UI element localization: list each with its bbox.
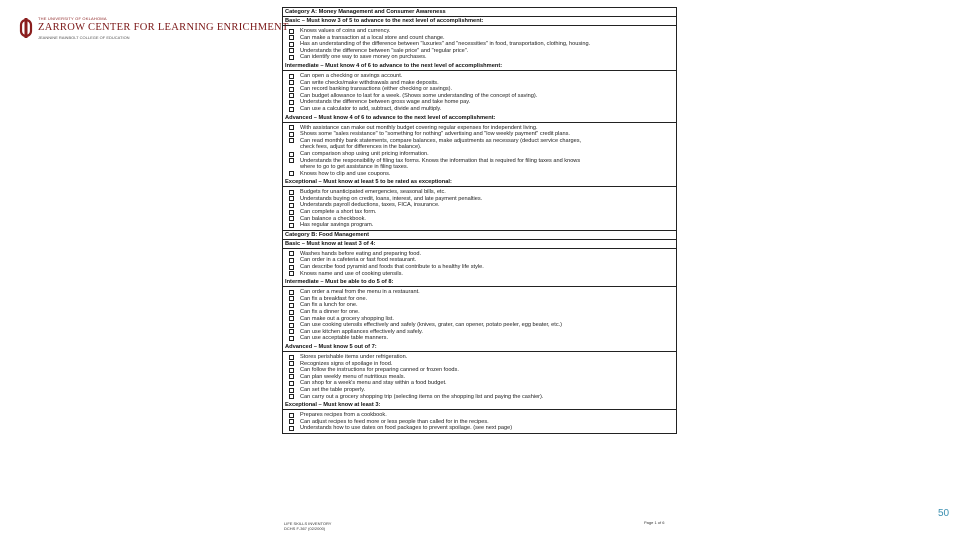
checkbox[interactable] (289, 251, 294, 256)
skill-text: Can record banking transactions (either checking or savings). (300, 86, 453, 93)
skill-text: With assistance can make out monthly budget covering regular expenses for independent living. (300, 124, 538, 131)
checkbox[interactable] (289, 107, 294, 112)
skill-item (283, 394, 676, 401)
level-heading: Advanced – Must know 4 of 6 to advance to the next level of accomplishment: (283, 114, 676, 123)
skill-text: Shows some "sales resistance" to "something for nothing" advertising and "low weekly payment" credit plans. (300, 131, 570, 138)
skill-text: Understands the difference between gross wage and take home pay. (300, 99, 471, 106)
checkbox[interactable] (289, 329, 294, 334)
checkbox[interactable] (289, 394, 294, 399)
skill-item (283, 419, 676, 426)
skill-item (283, 329, 676, 336)
checkbox[interactable] (289, 368, 294, 373)
skill-text: Can adjust recipes to feed more or less people than called for in the recipes. (300, 418, 489, 425)
skill-item (283, 387, 676, 394)
checkbox[interactable] (289, 87, 294, 92)
category-title: Category A: Money Management and Consumer Awareness (283, 8, 676, 17)
skill-text: Can budget allowance to last for a week. (Shows some understanding of the concept of saving). (300, 92, 538, 99)
checkbox[interactable] (289, 271, 294, 276)
skill-item (283, 316, 676, 323)
skill-item (283, 257, 676, 264)
skill-item (283, 80, 676, 87)
checkbox[interactable] (289, 203, 294, 208)
skill-item (283, 189, 676, 196)
skill-item (283, 151, 676, 158)
checkbox[interactable] (289, 336, 294, 341)
checkbox[interactable] (289, 265, 294, 270)
skill-text: Can set the table properly. (300, 386, 366, 393)
skill-text: Can use cooking utensils effectively and safely (knives, grater, can opener, potato peeler, egg beater, etc.) (300, 322, 563, 329)
checkbox[interactable] (289, 42, 294, 47)
skill-text: Can complete a short tax form. (300, 209, 377, 216)
checkbox[interactable] (289, 93, 294, 98)
checkbox[interactable] (289, 171, 294, 176)
logo-university-line: THE UNIVERSITY OF OKLAHOMA (38, 16, 107, 21)
skill-item (283, 106, 676, 113)
skill-list (283, 187, 676, 230)
checkbox[interactable] (289, 323, 294, 328)
checkbox[interactable] (289, 413, 294, 418)
skill-item (283, 209, 676, 216)
checkbox[interactable] (289, 361, 294, 366)
checkbox[interactable] (289, 158, 294, 163)
skill-item (283, 99, 676, 106)
skill-item (283, 41, 676, 48)
logo-college-line: JEANNINE RAINBOLT COLLEGE OF EDUCATION (38, 35, 130, 40)
skill-item (283, 28, 676, 35)
skill-text: Knows values of coins and currency. (300, 28, 391, 34)
skill-list (283, 352, 676, 401)
skill-item (283, 73, 676, 80)
skill-text: Can describe food pyramid and foods that contribute to a healthy life style. (300, 264, 484, 271)
checkbox[interactable] (289, 258, 294, 263)
skill-text: Knows how to clip and use coupons. (300, 170, 391, 177)
skill-text: Has regular savings program. (300, 222, 374, 229)
checkbox[interactable] (289, 419, 294, 424)
skill-text: Can read monthly bank statements, compare balances, make adjustments as necessary (deduct service charges, check fees, adjust for differences in the balance). (300, 137, 582, 151)
skill-item (283, 309, 676, 316)
checkbox[interactable] (289, 290, 294, 295)
skill-text: Understands the responsibility of filing tax forms. Knows the information that is required for filing taxes and knows where to go to get assistance in filing taxes. (300, 157, 581, 171)
skill-item (283, 86, 676, 93)
skill-text: Recognizes signs of spoilage in food. (300, 360, 393, 367)
skill-item (283, 335, 676, 342)
skill-item (283, 222, 676, 229)
skill-list (283, 26, 676, 62)
checkbox[interactable] (289, 190, 294, 195)
level-heading: Advanced – Must know 5 out of 7: (283, 343, 676, 352)
skill-text: Can shop for a week's menu and stay within a food budget. (300, 380, 447, 387)
footer-form-title: LIFE SKILLS INVENTORY (284, 521, 332, 526)
skill-list (283, 287, 676, 343)
skill-item (283, 35, 676, 42)
checkbox[interactable] (289, 125, 294, 130)
skill-text: Can fix a lunch for one. (300, 302, 358, 309)
skill-text: Can make out a grocery shopping list. (300, 315, 394, 322)
checkbox[interactable] (289, 426, 294, 431)
skill-text: Can follow the instructions for preparing canned or frozen foods. (300, 367, 459, 374)
checkbox[interactable] (289, 381, 294, 386)
skill-text: Stores perishable items under refrigeration. (300, 353, 408, 360)
checkbox[interactable] (289, 310, 294, 315)
skill-item (283, 131, 676, 138)
slide-number: 50 (938, 508, 950, 519)
skill-item (283, 322, 676, 329)
skill-text: Can plan weekly menu of nutritious meals. (300, 373, 406, 380)
skill-text: Can fix a breakfast for one. (300, 295, 368, 302)
skill-text: Can carry out a grocery shopping trip (selecting items on the shopping list and paying the cashier). (300, 393, 544, 400)
skill-text: Understands payroll deductions, taxes, FICA, insurance. (300, 202, 440, 209)
skill-text: Can open a checking or savings account. (300, 72, 403, 79)
checkbox[interactable] (289, 100, 294, 105)
checkbox[interactable] (289, 388, 294, 393)
checkbox[interactable] (289, 138, 294, 143)
skill-text: Understands buying on credit, loans, interest, and late payment penalties. (300, 195, 483, 202)
skill-item (283, 425, 676, 432)
skill-text: Knows name and use of cooking utensils. (300, 270, 403, 277)
page-indicator: Page 1 of 6 (644, 520, 665, 525)
skill-item (283, 271, 676, 278)
skill-item (283, 196, 676, 203)
skill-list (283, 71, 676, 114)
checkbox[interactable] (289, 35, 294, 40)
skill-item (283, 264, 676, 271)
skill-list (283, 249, 676, 278)
skill-text: Can fix a dinner for one. (300, 309, 360, 315)
skill-item (283, 125, 676, 132)
skill-list (283, 123, 676, 179)
skill-item (283, 289, 676, 296)
checkbox[interactable] (289, 196, 294, 201)
skill-text: Budgets for unanticipated emergencies, seasonal bills, etc. (300, 189, 446, 196)
level-heading: Exceptional – Must know at least 3: (283, 401, 676, 410)
skill-item (283, 158, 676, 171)
skill-text: Washes hands before eating and preparing food. (300, 250, 422, 257)
checkbox[interactable] (289, 132, 294, 137)
checkbox[interactable] (289, 55, 294, 60)
checkbox[interactable] (289, 216, 294, 221)
skill-item (283, 48, 676, 55)
skill-text: Has an understanding of the difference between "luxuries" and "necessities" in food, transportation, clothing, housing. (300, 41, 591, 48)
skill-text: Understands how to use dates on food packages to prevent spoilage. (see next page) (300, 425, 513, 432)
checkbox[interactable] (289, 210, 294, 215)
skill-text: Prepares recipes from a cookbook. (300, 412, 387, 419)
skill-text: Can order a meal from the menu in a restaurant. (300, 289, 420, 296)
skill-text: Can balance a checkbook. (300, 215, 366, 222)
skill-text: Can order in a cafeteria or fast food restaurant. (300, 257, 417, 264)
logo-center-name: ZARROW CENTER FOR LEARNING ENRICHMENT (38, 22, 289, 33)
footer-form-number: DCHS F-367 (02/2000) (284, 526, 326, 531)
category-section (282, 7, 677, 230)
checkbox[interactable] (289, 316, 294, 321)
category-title: Category B: Food Management (283, 231, 676, 240)
checkbox[interactable] (289, 152, 294, 157)
checkbox[interactable] (289, 74, 294, 79)
checkbox[interactable] (289, 48, 294, 53)
skill-item (283, 138, 676, 151)
level-heading: Basic – Must know at least 3 of 4: (283, 240, 676, 249)
skill-item (283, 202, 676, 209)
skill-item (283, 93, 676, 100)
checkbox[interactable] (289, 223, 294, 228)
skill-item (283, 412, 676, 419)
skill-item (283, 302, 676, 309)
skill-item (283, 251, 676, 258)
checkbox[interactable] (289, 296, 294, 301)
skill-item (283, 380, 676, 387)
level-heading: Intermediate – Must be able to do 5 of 8: (283, 278, 676, 287)
zarrow-center-logo (18, 16, 289, 42)
skill-item (283, 216, 676, 223)
skill-item (283, 171, 676, 178)
level-heading: Basic – Must know 3 of 5 to advance to the next level of accomplishment: (283, 17, 676, 26)
checkbox[interactable] (289, 374, 294, 379)
level-heading: Exceptional – Must know at least 5 to be rated as exceptional: (283, 178, 676, 187)
skill-text: Can use acceptable table manners. (300, 335, 389, 342)
skill-text: Can identify one way to save money on purchases. (300, 54, 427, 61)
skill-text: Can use a calculator to add, subtract, divide and multiply. (300, 105, 442, 112)
form-footer (284, 521, 331, 531)
skill-item (283, 374, 676, 381)
skill-text: Can comparison shop using unit pricing information. (300, 150, 429, 157)
skill-text: Understands the difference between "sale price" and "regular price". (300, 47, 469, 54)
level-heading: Intermediate – Must know 4 of 6 to advance to the next level of accomplishment: (283, 62, 676, 71)
life-skills-inventory-form (282, 7, 677, 434)
skill-text: Can use kitchen appliances effectively and safely. (300, 328, 423, 335)
checkbox[interactable] (289, 80, 294, 85)
skill-list (283, 410, 676, 433)
skill-item (283, 54, 676, 61)
ou-logo-icon (18, 18, 34, 38)
skill-item (283, 361, 676, 368)
skill-item (283, 296, 676, 303)
skill-text: Can write checks/make withdrawals and make deposits. (300, 79, 439, 86)
category-section (282, 230, 677, 434)
checkbox[interactable] (289, 29, 294, 34)
skill-item (283, 367, 676, 374)
checkbox[interactable] (289, 355, 294, 360)
skill-item (283, 354, 676, 361)
checkbox[interactable] (289, 303, 294, 308)
skill-text: Can make a transaction at a local store and count change. (300, 34, 445, 41)
